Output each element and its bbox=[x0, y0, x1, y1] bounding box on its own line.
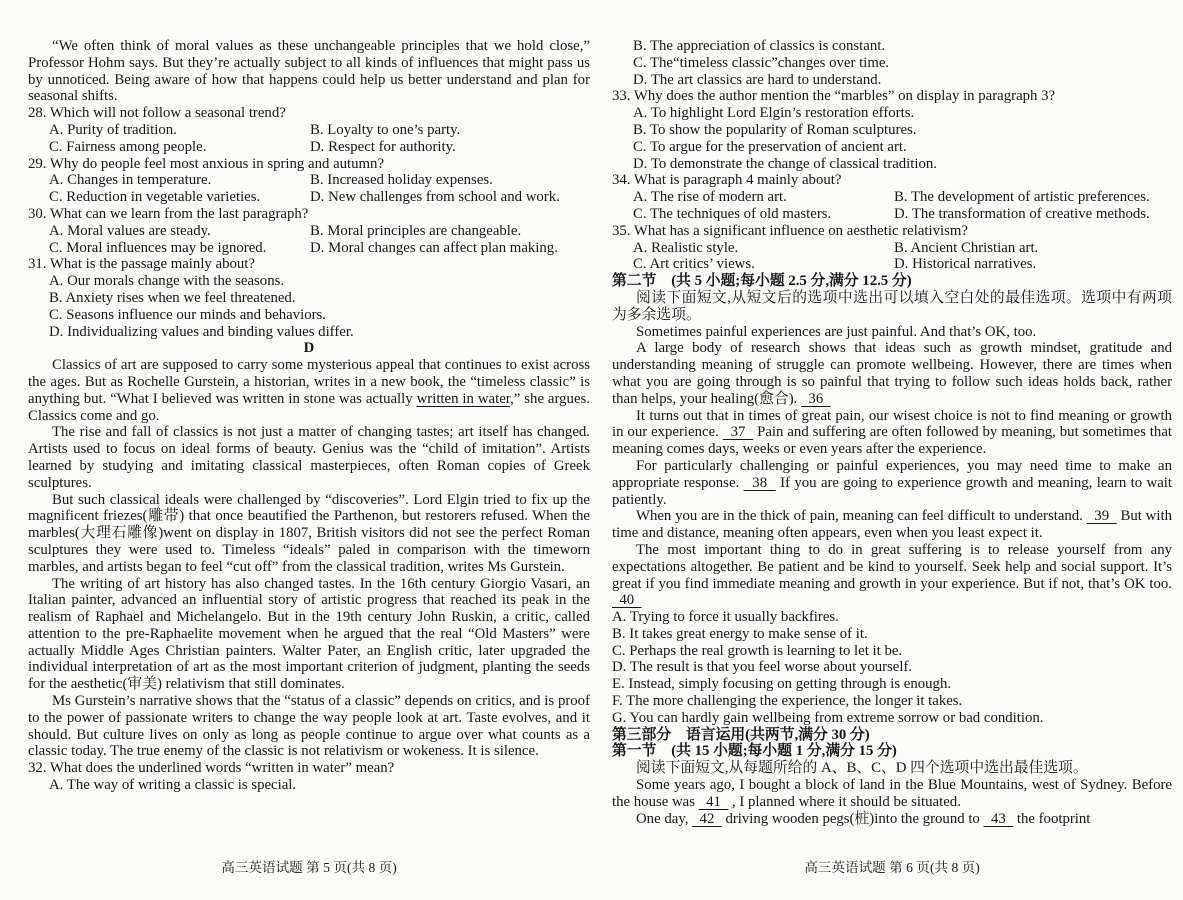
option-cell: C. Reduction in vegetable varieties. bbox=[49, 189, 261, 206]
text-run: A. Our morals change with the seasons. bbox=[49, 273, 285, 290]
text-run: , I planned where it should be situated. bbox=[728, 793, 961, 810]
option-row bbox=[612, 240, 1172, 257]
text-run: 阅读下面短文,从每题所给的 A、B、C、D 四个选项中选出最佳选项。 bbox=[636, 760, 1088, 777]
text-run: The rise and fall of classics is not just a matter of changing tastes; art itself has changed. Artists used to focus on ideal forms of beauty. Genius was the “child of imitation”. Artists learned by studying and imitating classical masterpieces, often Roman copies of Greek sculptures. bbox=[28, 424, 590, 491]
text-run: Classics of art are supposed to carry some mysterious appeal that continues to exist across the ages. But as Rochelle Gurstein, a historian, writes in a new book, the “timeless classic” is anything but. “What I believed was written in stone was actually bbox=[28, 357, 590, 407]
text-run: A large body of research shows that ideas such as growth mindset, gratitude and understanding meaning of struggle can promote wellbeing. However, there are times when what you are going through is so painful that trying to follow such ideas holds back, rather than helps, your healing(愈合). bbox=[612, 340, 1172, 407]
option-line bbox=[612, 659, 1172, 676]
option-cell: B. Increased holiday expenses. bbox=[310, 172, 493, 189]
text-run: 31. What is the passage mainly about? bbox=[28, 256, 255, 273]
option-cell: C. Moral influences may be ignored. bbox=[49, 239, 267, 256]
underlined-text: written in water bbox=[416, 390, 511, 407]
text-run: F. The more challenging the experience, the longer it takes. bbox=[612, 693, 963, 710]
option-cell: A. Moral values are steady. bbox=[49, 222, 211, 239]
passage-paragraph bbox=[612, 760, 1172, 777]
text-run: 第一节 (共 15 小题;每小题 1 分,满分 15 分) bbox=[612, 743, 897, 760]
option-cell: A. Purity of tradition. bbox=[49, 121, 177, 138]
text-run: D. The result is that you feel worse about yourself. bbox=[612, 659, 913, 676]
text-run: C. Perhaps the real growth is learning to let it be. bbox=[612, 642, 903, 659]
underlined-text: 37 bbox=[722, 424, 754, 441]
option-cell: B. Moral principles are changeable. bbox=[310, 222, 522, 239]
option-cell: D. The transformation of creative methods. bbox=[894, 205, 1150, 222]
underlined-text: 38 bbox=[743, 474, 776, 491]
text-run: If you are going to experience growth and meaning, learn to wait patiently. bbox=[612, 474, 1173, 508]
left-page-column bbox=[28, 38, 590, 794]
underlined-text: 36 bbox=[801, 390, 831, 407]
question-line bbox=[28, 156, 590, 173]
underlined-text: 40 bbox=[612, 592, 642, 609]
option-row bbox=[28, 122, 590, 139]
text-run: The most important thing to do in great suffering is to release yourself from any expectations altogether. Be patient and be kind to yourself. Seek help and social support. It’s great if you find immediate meaning and growth in your experience. But if not, that’s OK too. bbox=[612, 541, 1172, 592]
text-run: 28. Which will not follow a seasonal trend? bbox=[28, 105, 286, 122]
option-line bbox=[612, 38, 1172, 55]
option-line bbox=[612, 139, 1172, 156]
option-cell: D. Historical narratives. bbox=[894, 256, 1037, 273]
passage-paragraph bbox=[612, 542, 1172, 609]
passage-paragraph bbox=[28, 576, 590, 694]
text-run: B. It takes great energy to make sense of it. bbox=[612, 625, 868, 642]
question-line bbox=[28, 256, 590, 273]
section-heading bbox=[612, 273, 1172, 290]
text-run: 阅读下面短文,从短文后的选项中选出可以填入空白处的最佳选项。选项中有两项为多余选项。 bbox=[612, 289, 1172, 323]
text-run: 34. What is paragraph 4 mainly about? bbox=[612, 172, 842, 189]
question-line bbox=[28, 105, 590, 122]
option-line bbox=[612, 710, 1172, 727]
option-cell: B. Ancient Christian art. bbox=[894, 239, 1039, 256]
passage-paragraph bbox=[612, 290, 1172, 324]
text-run: C. The“timeless classic”changes over time. bbox=[633, 54, 890, 71]
page-footer-right: 高三英语试题 第 6 页(共 8 页) bbox=[804, 860, 980, 875]
option-cell: A. Changes in temperature. bbox=[49, 172, 212, 189]
passage-paragraph bbox=[612, 508, 1172, 542]
text-run: D. Individualizing values and binding values differ. bbox=[49, 323, 354, 340]
passage-paragraph bbox=[612, 458, 1172, 508]
option-cell: B. Loyalty to one’s party. bbox=[310, 121, 461, 138]
text-run: B. The appreciation of classics is constant. bbox=[633, 38, 886, 54]
question-line bbox=[612, 172, 1172, 189]
option-cell: D. Moral changes can affect plan making. bbox=[310, 239, 558, 256]
passage-paragraph bbox=[28, 693, 590, 760]
option-line bbox=[612, 55, 1172, 72]
text-run: 32. What does the underlined words “written in water” mean? bbox=[28, 760, 395, 777]
option-line bbox=[28, 290, 590, 307]
option-row bbox=[28, 223, 590, 240]
text-run: the footprint bbox=[1013, 810, 1091, 827]
text-run: D. The art classics are hard to understand. bbox=[633, 71, 882, 88]
text-run: B. To show the popularity of Roman sculptures. bbox=[633, 121, 917, 138]
option-line bbox=[612, 609, 1172, 626]
text-run: But with time and distance, meaning often appears, even when you least expect it. bbox=[612, 508, 1172, 542]
option-row bbox=[28, 139, 590, 156]
underlined-text: 43 bbox=[983, 810, 1014, 827]
text-run: ,” she argues. Classics come and go. bbox=[28, 390, 590, 424]
text-run: D. To demonstrate the change of classical tradition. bbox=[633, 155, 937, 172]
text-run: But such classical ideals were challenged by “discoveries”. Lord Elgin tried to fix up the magnificent friezes(雕带) that once beautified the Parthenon, but restorers refused. When the marbles(大理石雕像)went on display in 1807, British visitors did not see the perfect Roman sculptures they were used to. Timeless “ideals” paled in comparison with the timeworn marbles, and artists began to feel “cut off” from the classical tradition, writes Ms Gurstein. bbox=[28, 491, 590, 575]
page-footer-left: 高三英语试题 第 5 页(共 8 页) bbox=[221, 860, 397, 875]
text-run: 29. Why do people feel most anxious in spring and autumn? bbox=[28, 155, 385, 172]
text-run: “We often think of moral values as these unchangeable principles that we hold close,” Professor Hohm says. But they’re actually subject to all kinds of influences that might pass us by unnoticed. Being aware of how that happens could help us better understand and plan for seasonal shifts. bbox=[28, 38, 590, 105]
section-heading bbox=[612, 727, 1172, 744]
text-run: One day, bbox=[636, 810, 693, 827]
text-run: It turns out that in times of great pain, our wisest choice is not to find meaning or growth in our experience. bbox=[612, 407, 1172, 441]
text-run: A. Trying to force it usually backfires. bbox=[612, 609, 839, 626]
text-run: C. To argue for the preservation of ancient art. bbox=[633, 138, 907, 155]
passage-paragraph bbox=[612, 777, 1172, 811]
option-cell: D. New challenges from school and work. bbox=[310, 189, 560, 206]
option-line bbox=[612, 643, 1172, 660]
text-run: 30. What can we learn from the last paragraph? bbox=[28, 205, 309, 222]
option-row bbox=[612, 256, 1172, 273]
passage-paragraph bbox=[28, 357, 590, 424]
text-run: Sometimes painful experiences are just painful. And that’s OK, too. bbox=[636, 323, 1037, 340]
option-cell: A. Realistic style. bbox=[633, 239, 739, 256]
option-line bbox=[612, 676, 1172, 693]
text-run: For particularly challenging or painful experiences, you may need time to make an appropriate response. bbox=[612, 457, 1172, 491]
text-run: 35. What has a significant influence on aesthetic relativism? bbox=[612, 222, 968, 239]
text-run: When you are in the thick of pain, meaning can feel difficult to understand. bbox=[636, 508, 1087, 525]
option-line bbox=[28, 307, 590, 324]
passage-paragraph bbox=[28, 424, 590, 491]
underlined-text: 41 bbox=[698, 793, 729, 810]
text-run: Some years ago, I bought a block of land in the Blue Mountains, west of Sydney. Before the house was bbox=[612, 777, 1172, 810]
passage-label bbox=[28, 340, 590, 357]
text-run: 第二节 (共 5 小题;每小题 2.5 分,满分 12.5 分) bbox=[612, 273, 912, 290]
option-row bbox=[28, 240, 590, 257]
right-page-column bbox=[612, 38, 1172, 827]
option-line bbox=[612, 156, 1172, 173]
passage-paragraph bbox=[612, 324, 1172, 341]
option-line bbox=[612, 626, 1172, 643]
text-run: C. Seasons influence our minds and behaviors. bbox=[49, 306, 326, 323]
question-line bbox=[612, 223, 1172, 240]
option-line bbox=[612, 72, 1172, 89]
option-cell: C. Fairness among people. bbox=[49, 138, 207, 155]
option-cell: C. The techniques of old masters. bbox=[633, 205, 832, 222]
text-run: A. To highlight Lord Elgin’s restoration efforts. bbox=[633, 105, 915, 122]
option-cell: B. The development of artistic preferences. bbox=[894, 189, 1150, 206]
option-line bbox=[28, 777, 590, 794]
text-run: The writing of art history has also changed tastes. In the 16th century Giorgio Vasari, an Italian painter, advanced an influential story of artistic progress that reached its peak in the realism of Raphael and Michelangelo. But in the 19th century John Ruskin, a critic, called attention to the pre-Raphaelite movement when he argued that the real “Old Masters” were actually Middle Ages Christian painters. Walter Pater, an English critic, later upgraded the individual interpretation of art as the most important criterion of judgment, planting the seeds for the aesthetic(审美) relativism that still dominates. bbox=[28, 575, 590, 693]
option-line bbox=[28, 324, 590, 341]
text-run: 第三部分 语言运用(共两节,满分 30 分) bbox=[612, 726, 870, 743]
option-row bbox=[28, 172, 590, 189]
text-run: A. The way of writing a classic is special. bbox=[49, 777, 297, 794]
text-run: 33. Why does the author mention the “marbles” on display in paragraph 3? bbox=[612, 88, 1056, 105]
passage-paragraph bbox=[612, 340, 1172, 407]
option-line bbox=[612, 105, 1172, 122]
option-cell: D. Respect for authority. bbox=[310, 138, 456, 155]
passage-paragraph bbox=[28, 492, 590, 576]
question-line bbox=[612, 88, 1172, 105]
passage-paragraph bbox=[612, 811, 1172, 828]
text-run: Ms Gurstein’s narrative shows that the “status of a classic” depends on critics, and is proof to the power of passionate writers to change the way people look at art. Taste evolves, and it should. But culture lives on only as long as people continue to argue over what counts as a classic today. The true enemy of the classic is not relativism or wokeness. It is silence. bbox=[28, 693, 590, 760]
underlined-text: 42 bbox=[692, 810, 722, 827]
text-run: D bbox=[303, 340, 315, 357]
option-line bbox=[28, 273, 590, 290]
passage-paragraph bbox=[28, 38, 590, 105]
text-run: Pain and suffering are often followed by meaning, but sometimes that meaning comes days, weeks or even years after the experience. bbox=[612, 424, 1172, 458]
option-cell: C. Art critics’ views. bbox=[633, 256, 755, 273]
option-row bbox=[612, 189, 1172, 206]
question-line bbox=[28, 206, 590, 223]
option-line bbox=[612, 693, 1172, 710]
option-cell: A. The rise of modern art. bbox=[633, 189, 787, 206]
passage-paragraph bbox=[612, 408, 1172, 458]
text-run: E. Instead, simply focusing on getting through is enough. bbox=[612, 676, 952, 693]
option-row bbox=[28, 189, 590, 206]
option-row bbox=[612, 206, 1172, 223]
text-run: G. You can hardly gain wellbeing from extreme sorrow or bad condition. bbox=[612, 709, 1044, 726]
text-run: driving wooden pegs(桩)into the ground to bbox=[721, 810, 984, 827]
section-heading bbox=[612, 743, 1172, 760]
option-line bbox=[612, 122, 1172, 139]
underlined-text: 39 bbox=[1086, 508, 1117, 525]
text-run: B. Anxiety rises when we feel threatened. bbox=[49, 289, 296, 306]
question-line bbox=[28, 760, 590, 777]
